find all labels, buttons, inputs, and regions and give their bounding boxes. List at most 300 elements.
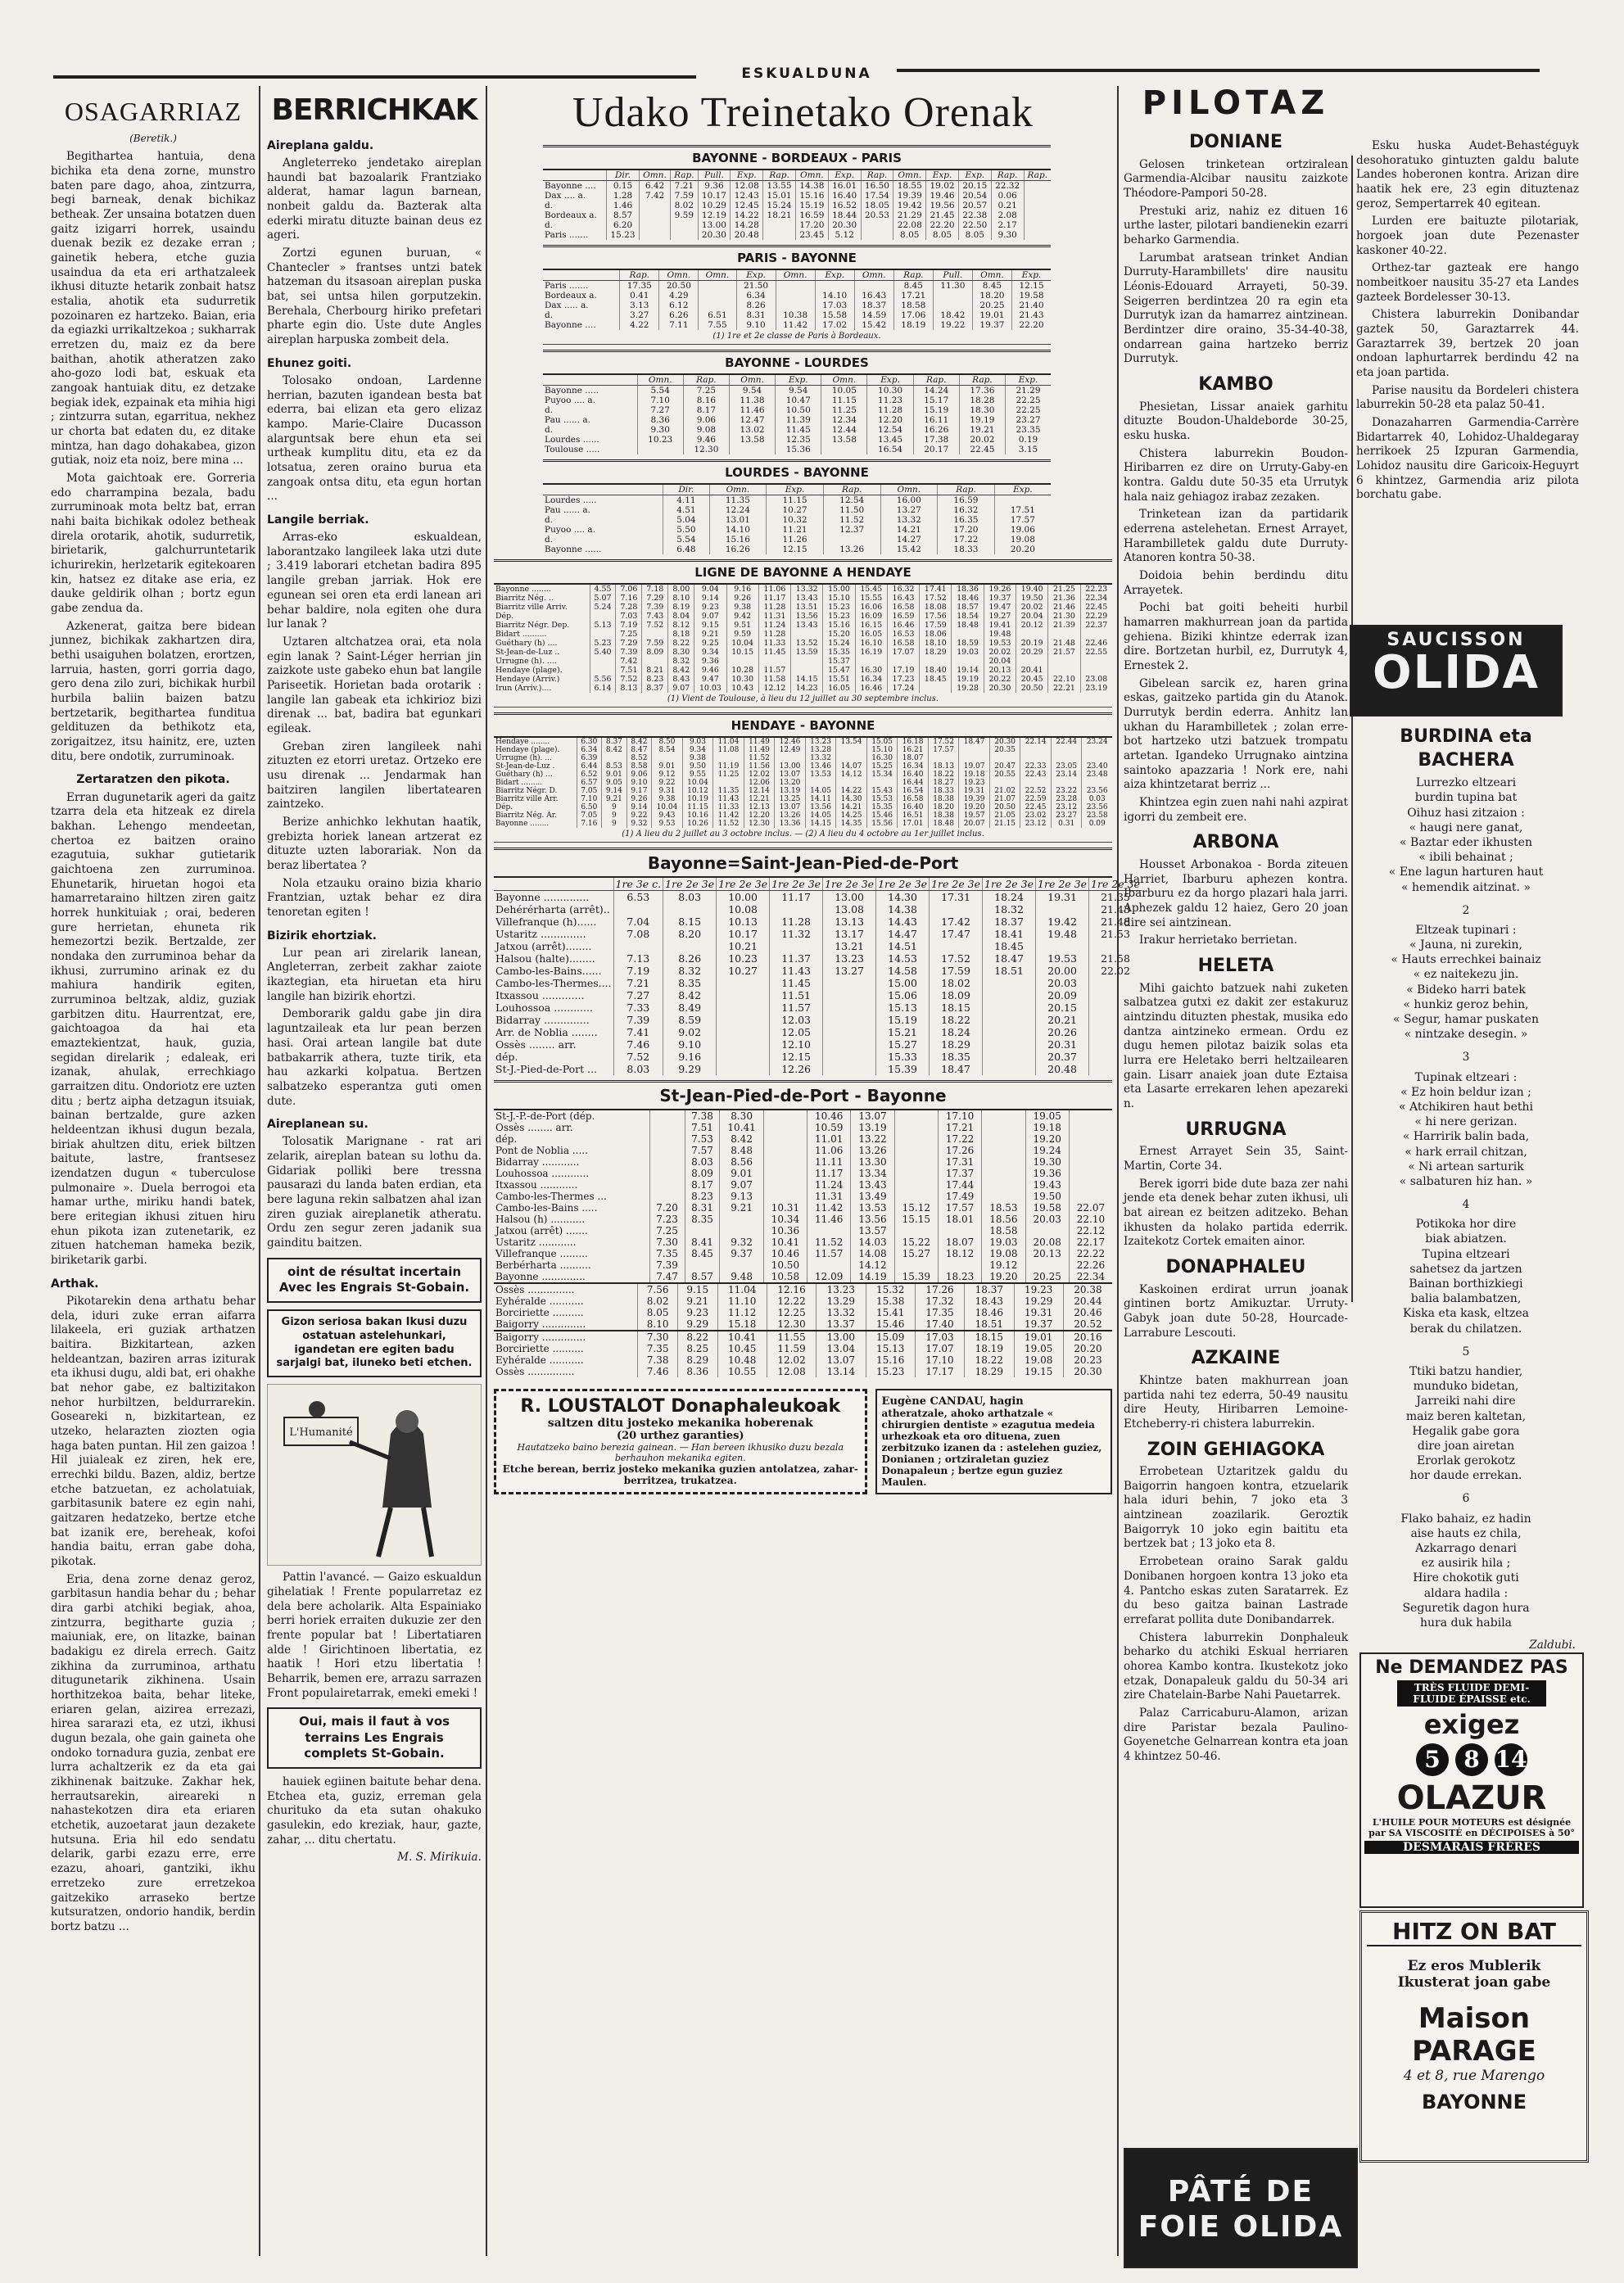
departure-time: 18.33 — [938, 545, 995, 554]
departure-time: 8.52 — [627, 754, 652, 762]
departure-time: 18.45 — [920, 675, 952, 684]
departure-time: 8.26 — [663, 952, 717, 965]
departure-time — [823, 1063, 876, 1075]
departure-time: 22.33 — [1020, 762, 1052, 771]
departure-time — [717, 1038, 770, 1051]
poem-line: « Hauts errechkei bainaiz — [1391, 953, 1541, 967]
departure-time: 13.43 — [791, 594, 823, 603]
departure-time: 17.02 — [815, 320, 854, 330]
departure-time: 10.55 — [717, 1366, 767, 1377]
poem-line: Ttiki batzu handier, — [1409, 1364, 1523, 1378]
timetable-header-cell — [543, 170, 607, 181]
departure-time: 20.30 — [989, 738, 1020, 746]
departure-time — [952, 657, 984, 666]
departure-time: 20.41 — [1016, 666, 1048, 675]
departure-time: 15.56 — [866, 820, 898, 828]
departure-time — [717, 1026, 770, 1038]
departure-time: 19.23 — [959, 779, 990, 787]
departure-time: 16.30 — [855, 666, 887, 675]
ad-loustalot-line4: Etche berean, berriz josteko mekanika guzien antolatzea, zahar-berritzea, trukatzea. — [502, 1463, 858, 1486]
timetable-row — [494, 811, 1112, 820]
timetable-row — [494, 1026, 1142, 1038]
departure-time: 15.27 — [894, 1248, 938, 1259]
paragraph: Chistera laburrekin Donphaleuk beharko du atchiki Eskual herriaren ohorea Kambo kontra. Ikustekotz joko etzak, Donapaleuk galdu du 50-34 ari zire Chatelain-Barbe Nahi Pauetarrek. — [1124, 1630, 1348, 1702]
departure-time — [763, 1122, 807, 1133]
departure-time: 19.39 — [959, 795, 990, 803]
departure-time: 6.48 — [663, 545, 709, 554]
departure-time: 16.43 — [887, 594, 919, 603]
departure-time: 22.07 — [1069, 1202, 1112, 1214]
section-heading: KAMBO — [1198, 374, 1273, 395]
timetable-row — [494, 1343, 1112, 1354]
departure-time: 18.06 — [920, 630, 952, 639]
timetable-header-cell: 1re 2e 3e — [876, 878, 930, 891]
timetable-header-cell: Omn. — [893, 170, 926, 181]
departure-time: 10.30 — [726, 675, 758, 684]
departure-time — [649, 1179, 685, 1191]
departure-time: 22.52 — [1020, 787, 1052, 795]
departure-time — [729, 445, 775, 454]
departure-time: 10.27 — [717, 965, 770, 977]
departure-time: 7.05 — [577, 787, 602, 795]
departure-time: 7.33 — [613, 1001, 663, 1014]
departure-time: 7.25 — [649, 1225, 685, 1236]
station-name: Bayonne ........ — [495, 820, 550, 828]
departure-time: 15.20 — [823, 630, 855, 639]
departure-time: 19.43 — [1025, 1179, 1069, 1191]
departure-time: 14.38 — [876, 903, 930, 915]
departure-time: 13.29 — [817, 1295, 866, 1307]
timetable-header-cell: Rap. — [991, 170, 1024, 181]
timetable-row — [494, 1214, 1112, 1225]
departure-time: 20.15 — [958, 181, 991, 192]
paragraph: Housset Arbonakoa - Borda ziteuen Harriet, Ibarburu aphezen kontra. Ibarburu ez da horgo plazari hala jarri. Aphezek galdu 12 haiez, Gero 20 joan dire sei aintzinean. — [1124, 858, 1348, 929]
departure-time: 19.20 — [959, 803, 990, 811]
departure-time: 9.01 — [602, 771, 627, 779]
timetable-header-cell: Exp. — [815, 270, 854, 281]
article-subtitle: (Beretik.) — [129, 132, 177, 144]
tt-title: BAYONNE - LOURDES — [543, 352, 1051, 375]
departure-time: 21.53 — [1089, 928, 1142, 940]
departure-time: 23.05 — [1051, 762, 1082, 771]
departure-time: 8.19 — [668, 603, 694, 612]
departure-time: 21.45 — [926, 210, 959, 220]
section-heading: Zertaratzen den pikota. — [76, 773, 230, 787]
departure-time: 5.23 — [590, 639, 616, 648]
departure-time: 11.52 — [713, 820, 744, 828]
ad-parage-name: Maison PARAGE — [1412, 2002, 1536, 2068]
timetable-header-cell: Omn. — [699, 270, 736, 281]
departure-time: 9.43 — [652, 811, 683, 820]
departure-time: 20.48 — [1036, 1063, 1089, 1075]
departure-time — [894, 1110, 938, 1122]
timetable-header-cell: Exp. — [867, 375, 913, 386]
departure-time: 8.02 — [671, 201, 698, 210]
departure-time: 10.15 — [726, 648, 758, 657]
timetable-header-row — [543, 170, 1051, 181]
departure-time: 8.30 — [668, 648, 694, 657]
poem-burdina — [1356, 719, 1576, 1652]
column-pilotaz — [1124, 82, 1348, 2252]
departure-time — [717, 989, 770, 1001]
departure-time: 23.27 — [1051, 811, 1082, 820]
departure-time: 17.17 — [915, 1366, 964, 1377]
departure-time: 10.00 — [717, 891, 770, 904]
departure-time — [613, 903, 663, 915]
departure-time: 15.47 — [823, 666, 855, 675]
divider-4 — [1351, 156, 1353, 1302]
ad-olazur-name: OLAZUR — [1396, 1779, 1547, 1817]
departure-time: 8.57 — [685, 1271, 720, 1282]
departure-time: 19.53 — [1036, 952, 1089, 965]
departure-time: 9.54 — [729, 386, 775, 396]
departure-time: 18.28 — [959, 396, 1005, 405]
departure-time: 8.59 — [663, 1014, 717, 1026]
departure-time: 18.58 — [982, 1225, 1025, 1236]
departure-time: 12.54 — [823, 495, 880, 506]
paragraph: Doidoia behin berdindu ditu Arrayetek. — [1124, 568, 1348, 597]
departure-time: 17.23 — [887, 675, 919, 684]
departure-time: 8.29 — [677, 1354, 717, 1366]
departure-time: 19.18 — [959, 771, 990, 779]
timetable-row — [494, 746, 1112, 754]
departure-time: 0.15 — [607, 181, 640, 192]
paragraph: Mihi gaichto batzuek nahi zuketen salbatzea gutxi ez dakit zer estakuruz aintzindu dituzten phestak, musika edo dantza aintzineko ermean. Ordu ez dugu hemen pilotaz baizik solas eta lurra ere Heletako berri heltzailearen gain. Lisarr anaiek joan dute Eztaisa eta Lasarte errekaren lehen apezareki n. — [1124, 981, 1348, 1110]
departure-time: 13.36 — [775, 820, 806, 828]
poem-line: berak du chilatzen. — [1409, 1322, 1522, 1336]
departure-time: 12.15 — [1011, 281, 1051, 292]
departure-time: 10.41 — [763, 1236, 807, 1248]
departure-time: 8.00 — [668, 585, 694, 594]
station-name: Ustaritz .............. — [495, 928, 586, 940]
departure-time: 13.07 — [775, 771, 806, 779]
departure-time: 19.23 — [1014, 1283, 1063, 1295]
departure-time — [989, 754, 1020, 762]
station-name: Cambo-les-Thermes.... — [495, 977, 612, 989]
departure-time: 9.29 — [663, 1063, 717, 1075]
departure-time: 11.04 — [717, 1283, 767, 1295]
departure-time: 18.01 — [938, 1214, 981, 1225]
departure-time: 17.19 — [887, 666, 919, 675]
departure-time: 7.39 — [642, 603, 668, 612]
ad-loustalot-name: R. LOUSTALOT Donaphaleukoak — [520, 1396, 841, 1417]
timetable-row — [494, 657, 1112, 666]
departure-time: 9.22 — [652, 779, 683, 787]
departure-time: 22.45 — [1080, 603, 1112, 612]
departure-time: 18.02 — [930, 977, 983, 989]
timetable-header-cell: Exp. — [736, 270, 776, 281]
stanza-number: 5 — [1462, 1345, 1470, 1358]
departure-time: 21.35 — [1089, 891, 1142, 904]
paragraph: Nola etzauku oraino bizia khario Frantzian, uztak behar ez dira tenoretan egiten ! — [267, 876, 482, 919]
departure-time: 18.48 — [928, 820, 959, 828]
timetables-section — [494, 82, 1140, 2252]
departure-time: 22.22 — [1069, 1248, 1112, 1259]
departure-time: 15.13 — [876, 1001, 930, 1014]
departure-time: 11.46 — [807, 1214, 851, 1225]
departure-time: 21.40 — [1011, 301, 1051, 310]
departure-time: 15.25 — [866, 762, 898, 771]
departure-time: 11.59 — [767, 1343, 816, 1354]
departure-time: 19.20 — [1025, 1133, 1069, 1145]
station-name: Hendaye (plage). — [495, 746, 560, 754]
article-title-berrichkak: BERRICHKAK — [271, 93, 477, 127]
timetable-row — [494, 915, 1142, 928]
departure-time: 13.21 — [823, 940, 876, 952]
timetable-header-cell: 1re 2e 3e — [1089, 878, 1142, 891]
departure-time: 18.07 — [938, 1236, 981, 1248]
departure-time: 19.03 — [982, 1236, 1025, 1248]
departure-time — [920, 657, 952, 666]
departure-time: 7.35 — [649, 1248, 685, 1259]
departure-time: 20.09 — [1036, 989, 1089, 1001]
departure-time: 18.46 — [965, 1307, 1014, 1318]
departure-time: 17.31 — [938, 1156, 981, 1168]
departure-time: 18.05 — [861, 201, 893, 210]
departure-time: 0.31 — [1051, 820, 1082, 828]
station-name: Irun (Arriv.).... — [495, 684, 552, 693]
station-name: Halsou (h) ........... — [495, 1214, 586, 1225]
departure-time: 9.32 — [627, 820, 652, 828]
station-name: Ossès ............... — [495, 1284, 575, 1295]
departure-time: 13.32 — [880, 515, 938, 525]
departure-time: 16.18 — [898, 738, 929, 746]
departure-time: 11.23 — [867, 396, 913, 405]
departure-time: 18.22 — [928, 771, 959, 779]
departure-time: 8.05 — [893, 230, 926, 240]
timetable-row — [494, 952, 1142, 965]
timetable-header-cell: Rap. — [620, 270, 659, 281]
departure-time: 9.37 — [720, 1248, 763, 1259]
departure-time — [699, 291, 736, 301]
poem-line: hor daude errekan. — [1409, 1469, 1522, 1483]
departure-time: 8.57 — [607, 210, 640, 220]
departure-time: 9.10 — [663, 1038, 717, 1051]
departure-time: 17.03 — [815, 301, 854, 310]
departure-time: 4.22 — [620, 320, 659, 330]
poem-line: « Jauna, ni zurekin, — [1409, 938, 1522, 952]
departure-time — [933, 291, 972, 301]
departure-time: 11.01 — [807, 1133, 851, 1145]
departure-time: 5.12 — [828, 230, 861, 240]
poem-stanza — [1356, 923, 1576, 1042]
departure-time: 11.28 — [867, 405, 913, 415]
timetable-header-cell: Omn. — [821, 375, 867, 386]
departure-time — [938, 1225, 981, 1236]
departure-time: 7.29 — [616, 639, 642, 648]
timetable-row — [494, 1145, 1112, 1156]
departure-time: 10.28 — [726, 666, 758, 675]
departure-time: 16.35 — [938, 515, 995, 525]
departure-time: 18.40 — [920, 666, 952, 675]
tt-note: (1) Vient de Toulouse, à lieu du 12 juillet au 30 septembre inclus. — [494, 693, 1112, 708]
departure-time: 9.02 — [663, 1026, 717, 1038]
departure-time: 16.52 — [828, 201, 861, 210]
departure-time: 18.59 — [952, 639, 984, 648]
departure-time — [894, 1225, 938, 1236]
departure-time: 11.42 — [776, 320, 815, 330]
departure-time: 8.16 — [683, 396, 729, 405]
departure-time: 10.03 — [694, 684, 726, 693]
departure-time: 9.36 — [698, 181, 731, 192]
departure-time: 22.29 — [1080, 612, 1112, 621]
departure-time: 20.37 — [1036, 1051, 1089, 1063]
divider-2 — [486, 86, 487, 2256]
departure-time: 15.46 — [866, 1318, 915, 1330]
departure-time: 15.23 — [607, 230, 640, 240]
departure-time: 12.25 — [767, 1307, 816, 1318]
departure-time: 22.20 — [1011, 320, 1051, 330]
timetable-row — [543, 515, 1051, 525]
departure-time: 21.50 — [736, 281, 776, 292]
departure-time: 12.02 — [767, 1354, 816, 1366]
departure-time — [982, 1110, 1025, 1122]
departure-time: 21.58 — [1089, 952, 1142, 965]
departure-time: 8.42 — [602, 746, 627, 754]
departure-time: 15.23 — [866, 1366, 915, 1377]
station-name: Pont de Noblia ..... — [495, 1145, 588, 1156]
departure-time: 21.39 — [1048, 621, 1080, 630]
departure-time: 14.30 — [876, 891, 930, 904]
departure-time: 7.52 — [613, 1051, 663, 1063]
departure-time: 9.16 — [663, 1051, 717, 1063]
timetable-row — [494, 1236, 1112, 1248]
departure-time: 15.21 — [876, 1026, 930, 1038]
departure-time: 13.01 — [709, 515, 767, 525]
departure-time: 9.01 — [652, 762, 683, 771]
departure-time: 7.28 — [616, 603, 642, 612]
departure-time — [894, 1168, 938, 1179]
departure-time: 17.57 — [928, 746, 959, 754]
section-heading: Aireplanean su. — [267, 1118, 369, 1132]
departure-time: 9.07 — [668, 684, 694, 693]
departure-time: 13.23 — [805, 738, 836, 746]
departure-time: 10.38 — [776, 310, 815, 320]
departure-time — [1048, 666, 1080, 675]
timetable-header-cell: Omn. — [639, 170, 670, 181]
departure-time — [1025, 1225, 1069, 1236]
timetable-row — [494, 965, 1142, 977]
departure-time: 14.21 — [880, 525, 938, 535]
station-name: Urrugne (h). .... — [495, 657, 557, 666]
departure-time: 10.34 — [763, 1214, 807, 1225]
ad-candau-name: Eugène CANDAU, hagin — [881, 1395, 1024, 1408]
departure-time: 11.25 — [713, 771, 744, 779]
departure-time: 15.45 — [855, 585, 887, 594]
departure-time: 14.10 — [815, 291, 854, 301]
departure-time: 9 — [602, 803, 627, 811]
timetable-row — [494, 648, 1112, 657]
departure-time: 20.20 — [1063, 1343, 1112, 1354]
departure-time: 8.03 — [663, 891, 717, 904]
timetable-row — [543, 281, 1051, 292]
paragraph: Gibelean sarcik ez, haren grina eskas, gaitzeko partida gin du Atanok. Durrutyk berdin ederra. Anhitz lan ukhan du Harambilletek ; zolan erre-bot hartzeko utzi batzuek trompatu artetan. Igandeko Urrugnako aintzina saintoko apazzaria ! Nork ere, nahi aiza khintzetarat berriz ... — [1124, 676, 1348, 792]
departure-time: 9.48 — [720, 1271, 763, 1282]
departure-time — [713, 754, 744, 762]
departure-time — [805, 779, 836, 787]
timetable-row — [543, 425, 1051, 435]
departure-time: 19.27 — [984, 612, 1016, 621]
paragraph: Errobetean Uztaritzek galdu du Baigorrin hangoen kontra, etzuelarik hala iduri behin, 7 joko eta 3 aintzinean zoazilarik. Geroztik Baigorryk 10 joko egin baititu eta bertzek bat ; 13 joko eta 8. — [1124, 1465, 1348, 1551]
timetable-row — [543, 210, 1051, 220]
departure-time: 5.13 — [590, 621, 616, 630]
departure-time — [717, 1051, 770, 1063]
station-name: Bayonne ........ — [495, 585, 551, 594]
departure-time: 9.53 — [652, 820, 683, 828]
departure-time — [726, 657, 758, 666]
station-name: Villefranque (h)...... — [495, 915, 597, 928]
departure-time: 18.57 — [952, 603, 984, 612]
departure-time: 15.23 — [823, 612, 855, 621]
departure-time: 8.12 — [668, 621, 694, 630]
departure-time: 16.09 — [855, 612, 887, 621]
departure-time — [982, 1133, 1025, 1145]
departure-time: 11.43 — [770, 965, 823, 977]
departure-time: 11.38 — [729, 396, 775, 405]
divider-1 — [259, 86, 260, 2256]
departure-time — [866, 779, 898, 787]
departure-time — [613, 940, 663, 952]
timetable-row — [494, 1038, 1142, 1051]
departure-time: 22.12 — [1069, 1225, 1112, 1236]
departure-time: 5.07 — [590, 594, 616, 603]
poem-line: « hunkiz geroz behin, — [1403, 997, 1529, 1011]
stanza-number: 3 — [1462, 1051, 1470, 1065]
departure-time: 11.52 — [807, 1236, 851, 1248]
departure-time: 18.54 — [952, 612, 984, 621]
station-name: Dehérérharta (arrêt).. — [495, 903, 610, 915]
timetable-row — [543, 386, 1051, 396]
departure-time: 22.02 — [1089, 965, 1142, 977]
departure-time: 12.45 — [731, 201, 763, 210]
timetable-grid — [494, 1330, 1112, 1377]
departure-time — [671, 230, 698, 240]
departure-time: 8.05 — [926, 230, 959, 240]
paragraph: Khintze baten makhurrean joan partida nahi tez ederra, 50-49 nausitu dire Heuty, Hiribarren Lemoine-Etcheberry-ri chistera laburrekin. — [1124, 1373, 1348, 1431]
poem-line: « Ni artean sarturik — [1408, 1160, 1524, 1173]
departure-time: 14.28 — [731, 220, 763, 230]
departure-time: 13.00 — [817, 1331, 866, 1343]
paragraph: Demborarik galdu gabe jin dira laguntzaileak eta lur pean berzen hasi. Orai artean langile bat dute batbakarrik athera, tuzte tirik, eta hau azkarki kolpatua. Bertzen salbatzeko esperantza guti omen dute. — [267, 1007, 482, 1108]
departure-time: 9.21 — [694, 630, 726, 639]
departure-time: 7.18 — [642, 585, 668, 594]
divider-3 — [1117, 86, 1119, 2256]
station-name: Eyhéralde ........... — [495, 1354, 584, 1366]
departure-time: 9.10 — [627, 779, 652, 787]
departure-time — [649, 1133, 685, 1145]
departure-time: 21.43 — [1011, 310, 1051, 320]
departure-time: 17.57 — [938, 1202, 981, 1214]
departure-time: 22.25 — [1006, 396, 1052, 405]
departure-time: 22.20 — [926, 220, 959, 230]
departure-time: 17.10 — [915, 1354, 964, 1366]
timetable-header-cell: Omn. — [776, 270, 815, 281]
poem-stanza — [1356, 775, 1576, 895]
departure-time: 8.37 — [602, 738, 627, 746]
timetable-row — [494, 803, 1112, 811]
departure-time — [861, 230, 893, 240]
departure-time: 19.05 — [1014, 1343, 1063, 1354]
departure-time: 8.31 — [685, 1202, 720, 1214]
timetable-row — [494, 1014, 1142, 1026]
departure-time: 19.05 — [1025, 1110, 1069, 1122]
departure-time: 19.12 — [982, 1259, 1025, 1271]
station-name: Bidarray .............. — [495, 1014, 590, 1026]
departure-time — [763, 220, 796, 230]
departure-time: 7.21 — [671, 181, 698, 192]
station-name: Dép. — [495, 612, 514, 621]
departure-time: 16.05 — [823, 684, 855, 693]
